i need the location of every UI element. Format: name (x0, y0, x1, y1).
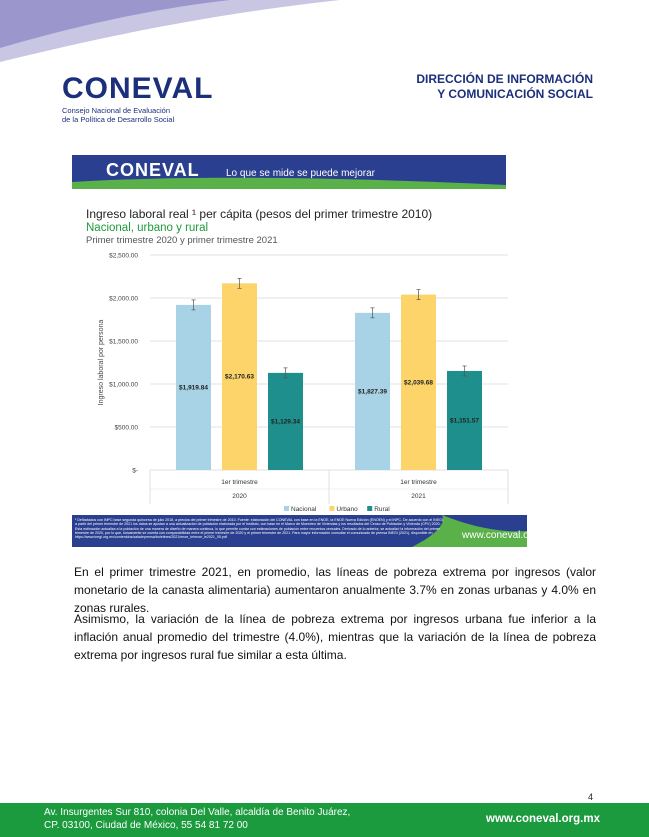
body-paragraph-1: En el primer trimestre 2021, en promedio, las líneas de pobreza extrema por ingresos (valor monetario de la canasta alimentaria) aumentaron anualmente 3.7% en zonas urbanas y 4.0% en zonas rurales. (74, 565, 596, 615)
figure-footnote: ¹ Deflactados con INPC base segunda quincena de julio 2018, a precios del primer trimestre de 2010. Fuente: elaboración del CONEVAL con base en la ENOE, la ENOE Nueva Edición (ENOEN) y el INPC. De acuerdo con el INEGI, a partir del primer trimestre de 2021 los datos se ajustan a una actualización de población elaborada por el Instituto, con base en el Marco de Muestreo de Viviendas y los resultados del Censo de Población y Vivienda (CPV) 2020. Esta estimación actualiza a la población de una manera de diseño de manera continua, lo que permite contar con estimaciones de población entre recuentos censales. Derivado de lo anterior, se actualizó la información del primer trimestre de 2020, por lo que, únicamente se cuenta con comparabilidad entre el primer trimestre de 2020 y el primer trimestre de 2021. Para mayor información consultar el comunicado de prensa INEGI (2021), disponible en: https://www.inegi.org.mx/contenidos/saladeprensa/boletines/2021/enoe_ie/enoe_ie2021_05.pdf (75, 518, 444, 540)
y-tick-label: $2,500.00 (109, 252, 138, 260)
y-tick-label: $500.00 (114, 424, 138, 432)
banner-logo: CONEVAL (106, 160, 200, 180)
legend-label-rural: Rural (374, 506, 390, 513)
data-label: $1,151.57 (450, 417, 479, 425)
x-category-label: 1er trimestre (400, 479, 437, 486)
banner-tagline: Lo que se mide se puede mejorar (226, 168, 375, 179)
y-tick-label: $1,500.00 (109, 338, 138, 346)
legend-swatch-rural (367, 506, 372, 511)
direction-title-line-1: DIRECCIÓN DE INFORMACIÓN (416, 72, 593, 86)
data-label: $2,039.68 (404, 379, 433, 387)
footer-url[interactable]: www.coneval.org.mx (486, 813, 600, 825)
legend-swatch-urbano (329, 506, 334, 511)
y-tick-label: $2,000.00 (109, 295, 138, 303)
y-axis-label: Ingreso laboral por persona (98, 319, 105, 406)
legend-label-nacional: Nacional (291, 506, 317, 513)
data-label: $1,919.84 (179, 384, 208, 392)
chart-period: Primer trimestre 2020 y primer trimestre 2021 (86, 235, 278, 246)
x-group-label: 2021 (411, 493, 426, 500)
data-label: $1,827.39 (358, 388, 387, 396)
legend-label-urbano: Urbano (336, 506, 358, 513)
footer-address (44, 806, 350, 832)
legend-swatch-nacional (284, 506, 289, 511)
chart-subtitle: Nacional, urbano y rural (86, 222, 209, 234)
x-category-label: 1er trimestre (221, 479, 258, 486)
y-tick-label: $- (132, 467, 138, 475)
chart-title: Ingreso laboral real ¹ per cápita (pesos del primer trimestre 2010) (86, 207, 433, 221)
data-label: $2,170.63 (225, 373, 254, 381)
body-paragraph-2: Asimismo, la variación de la línea de pobreza extrema por ingresos urbana fue inferior a la inflación anual promedio del trimestre (4.0%), mientras que la variación de la línea de pobreza extrema por ingresos rural fue similar a esta última. (74, 612, 596, 662)
logo-subtitle-line-1: Consejo Nacional de Evaluación (62, 106, 170, 115)
y-tick-label: $1,000.00 (109, 381, 138, 389)
page-number: 4 (588, 792, 594, 802)
footer-address-line-2: CP. 03100, Ciudad de México, 55 54 81 72 00 (44, 820, 248, 831)
header-wave-decoration (0, 0, 649, 70)
direction-title-line-2: Y COMUNICACIÓN SOCIAL (437, 87, 593, 101)
data-label: $1,129.34 (271, 418, 300, 426)
coneval-logo: CONEVAL (62, 72, 214, 105)
footer-address-line-1: Av. Insurgentes Sur 810, colonia Del Valle, alcaldía de Benito Juárez, (44, 807, 351, 818)
x-group-label: 2020 (232, 493, 247, 500)
income-bar-chart (72, 245, 527, 517)
figure-url: www.coneval.org.mx (462, 530, 554, 541)
logo-subtitle-line-2: de la Política de Desarrollo Social (62, 115, 175, 124)
